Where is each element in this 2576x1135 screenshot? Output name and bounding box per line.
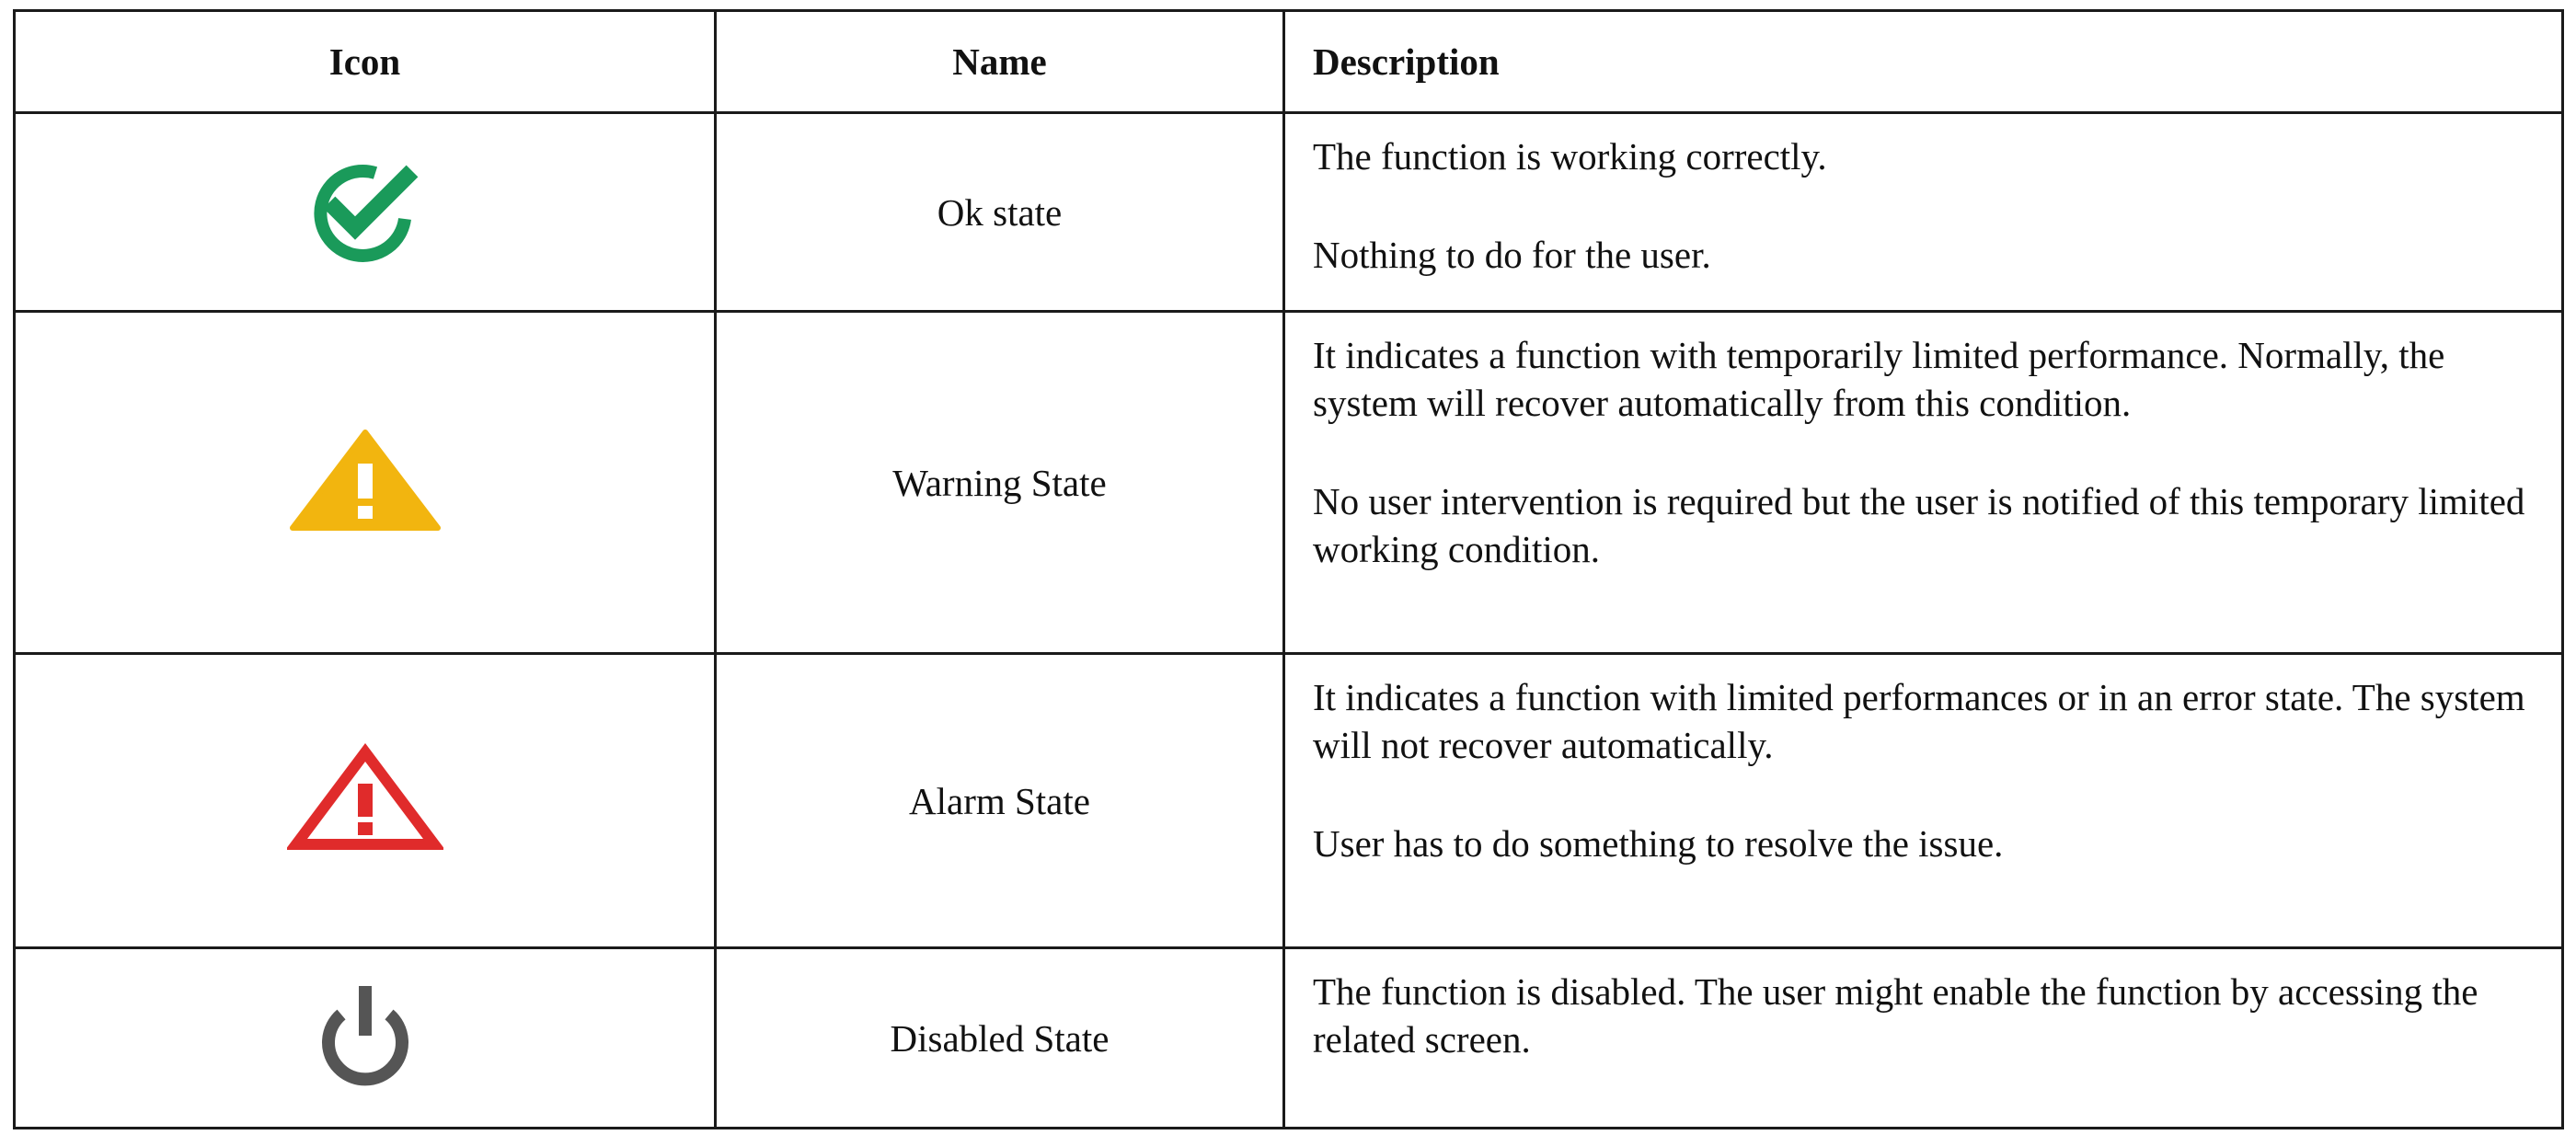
header-name: Name [716,11,1284,113]
state-description [1284,654,2563,948]
state-name: Alarm State [716,654,1284,948]
alarm-triangle-icon [287,743,443,858]
state-name: Ok state [716,113,1284,312]
icon-cell [15,948,716,1129]
description-paragraph: The function is disabled. The user might enable the function by accessing the related screen. [1313,970,2478,1060]
description-paragraph: No user intervention is required but the user is notified of this temporary limited working condition. [1313,480,2525,570]
power-icon [296,980,434,1095]
description-paragraph: It indicates a function with temporarily limited performance. Normally, the system will recover automatically from this condition. [1313,334,2445,424]
table-row [15,654,2563,948]
description-paragraph: User has to do something to resolve the issue. [1313,822,2004,865]
description-paragraph: It indicates a function with limited performances or in an error state. The system will not recover automatically. [1313,676,2525,766]
description-paragraph: Nothing to do for the user. [1313,234,1711,276]
warning-triangle-icon [287,425,443,540]
state-name: Warning State [716,312,1284,654]
icon-cell [15,654,716,948]
icon-cell [15,113,716,312]
table-row [15,113,2563,312]
table-row [15,312,2563,654]
header-description: Description [1284,11,2563,113]
table-row [15,948,2563,1129]
state-name: Disabled State [716,948,1284,1129]
header-icon: Icon [15,11,716,113]
state-description [1284,948,2563,1129]
state-description [1284,113,2563,312]
description-paragraph: The function is working correctly. [1313,135,1827,178]
state-description [1284,312,2563,654]
state-legend-table [13,9,2564,1129]
header-row [15,11,2563,113]
icon-cell [15,312,716,654]
ok-check-icon [287,155,443,269]
